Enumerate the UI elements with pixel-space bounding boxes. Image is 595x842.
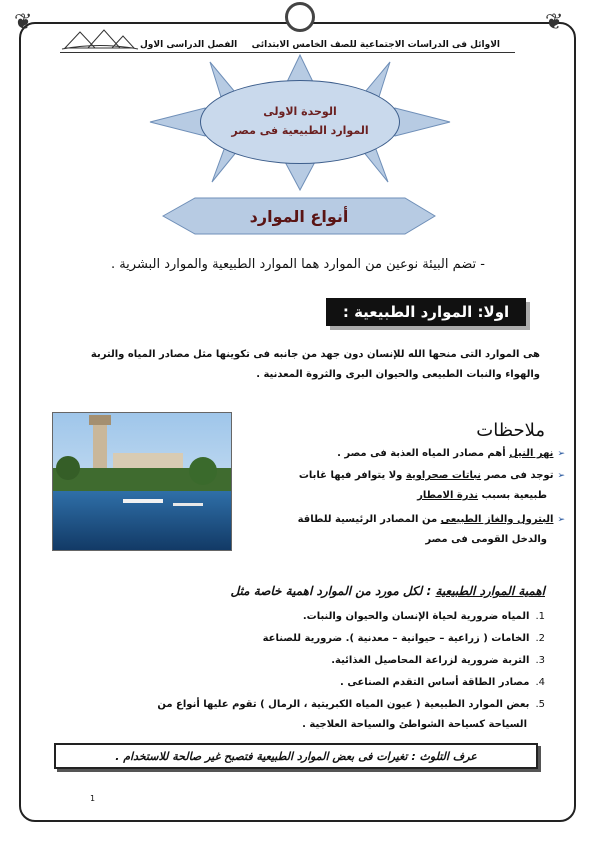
note-item: ➢البترول والغاز الطبيعى من المصادر الرئيسية للطاقة: [297, 514, 565, 525]
floral-ornament-icon: ❦: [14, 10, 33, 35]
pollution-definition: عرف التلوث : تغيرات فى بعض الموارد الطبيعية فتصبح غير صالحة للاستخدام .: [54, 743, 538, 769]
nile-photo: [52, 412, 232, 551]
notes-title: ملاحظات: [476, 420, 545, 441]
unit-number: الوحدة الاولى: [263, 105, 337, 119]
list-item: 2.الخامات ( زراعية – حيوانية – معدنية ). ضرورية للصناعة: [262, 633, 545, 644]
header-course-title: الاوائل فى الدراسات الاجتماعية للصف الخامس الابتدائى: [251, 40, 500, 50]
note-item-continued: والدخل القومى فى مصر: [425, 534, 547, 545]
note-item-continued: طبيعية بسبب ندرة الامطار: [417, 490, 547, 501]
natural-resources-title: اولا: الموارد الطبيعية :: [326, 298, 526, 326]
intro-text: - تضم البيئة نوعين من الموارد هما الموارد الطبيعية والموارد البشرية .: [110, 257, 485, 272]
unit-oval: [200, 80, 400, 164]
importance-heading: اهمية الموارد الطبيعية : لكل مورد من الموارد اهمية خاصة مثل: [230, 584, 545, 598]
list-item: 5.بعض الموارد الطبيعية ( عيون المياه الكبريتية ، الرمال ) تقوم عليها أنواع من: [157, 699, 545, 710]
note-item: ➢توجد فى مصر نباتات صحراوية ولا يتوافر فيها غابات: [298, 470, 565, 481]
list-item: 1.المياه ضرورية لحياة الإنسان والحيوان والنبات.: [302, 611, 545, 622]
arrow-bullet-icon: ➢: [557, 449, 565, 459]
header-term: الفصل الدراسى الاول: [140, 40, 238, 50]
note-item: ➢نهر النيل أهم مصادر المياه العذبة فى مصر .: [337, 448, 565, 459]
resource-types-title: أنواع الموارد: [249, 206, 349, 226]
unit-title: الموارد الطبيعية فى مصر: [231, 124, 369, 137]
list-item: 4.مصادر الطاقة أساس التقدم الصناعى .: [340, 677, 545, 688]
list-item: 3.التربة ضرورية لزراعة المحاصيل الغذائية.: [331, 655, 545, 666]
definition-line-2: والهواء والنبات الطبيعى والحيوان البرى والثروة المعدنية .: [256, 369, 540, 380]
arrow-bullet-icon: ➢: [557, 471, 565, 481]
list-item-continued: السياحة كسياحة الشواطئ والسياحة العلاجية .: [302, 719, 527, 730]
arrow-bullet-icon: ➢: [557, 515, 565, 525]
definition-line-1: هى الموارد التى منحها الله للإنسان دون جهد من جانبه فى تكوينها مثل مصادر المياه والتربة: [90, 349, 540, 360]
floral-ornament-icon: ❦: [545, 10, 564, 35]
page-number: 1: [90, 794, 96, 803]
